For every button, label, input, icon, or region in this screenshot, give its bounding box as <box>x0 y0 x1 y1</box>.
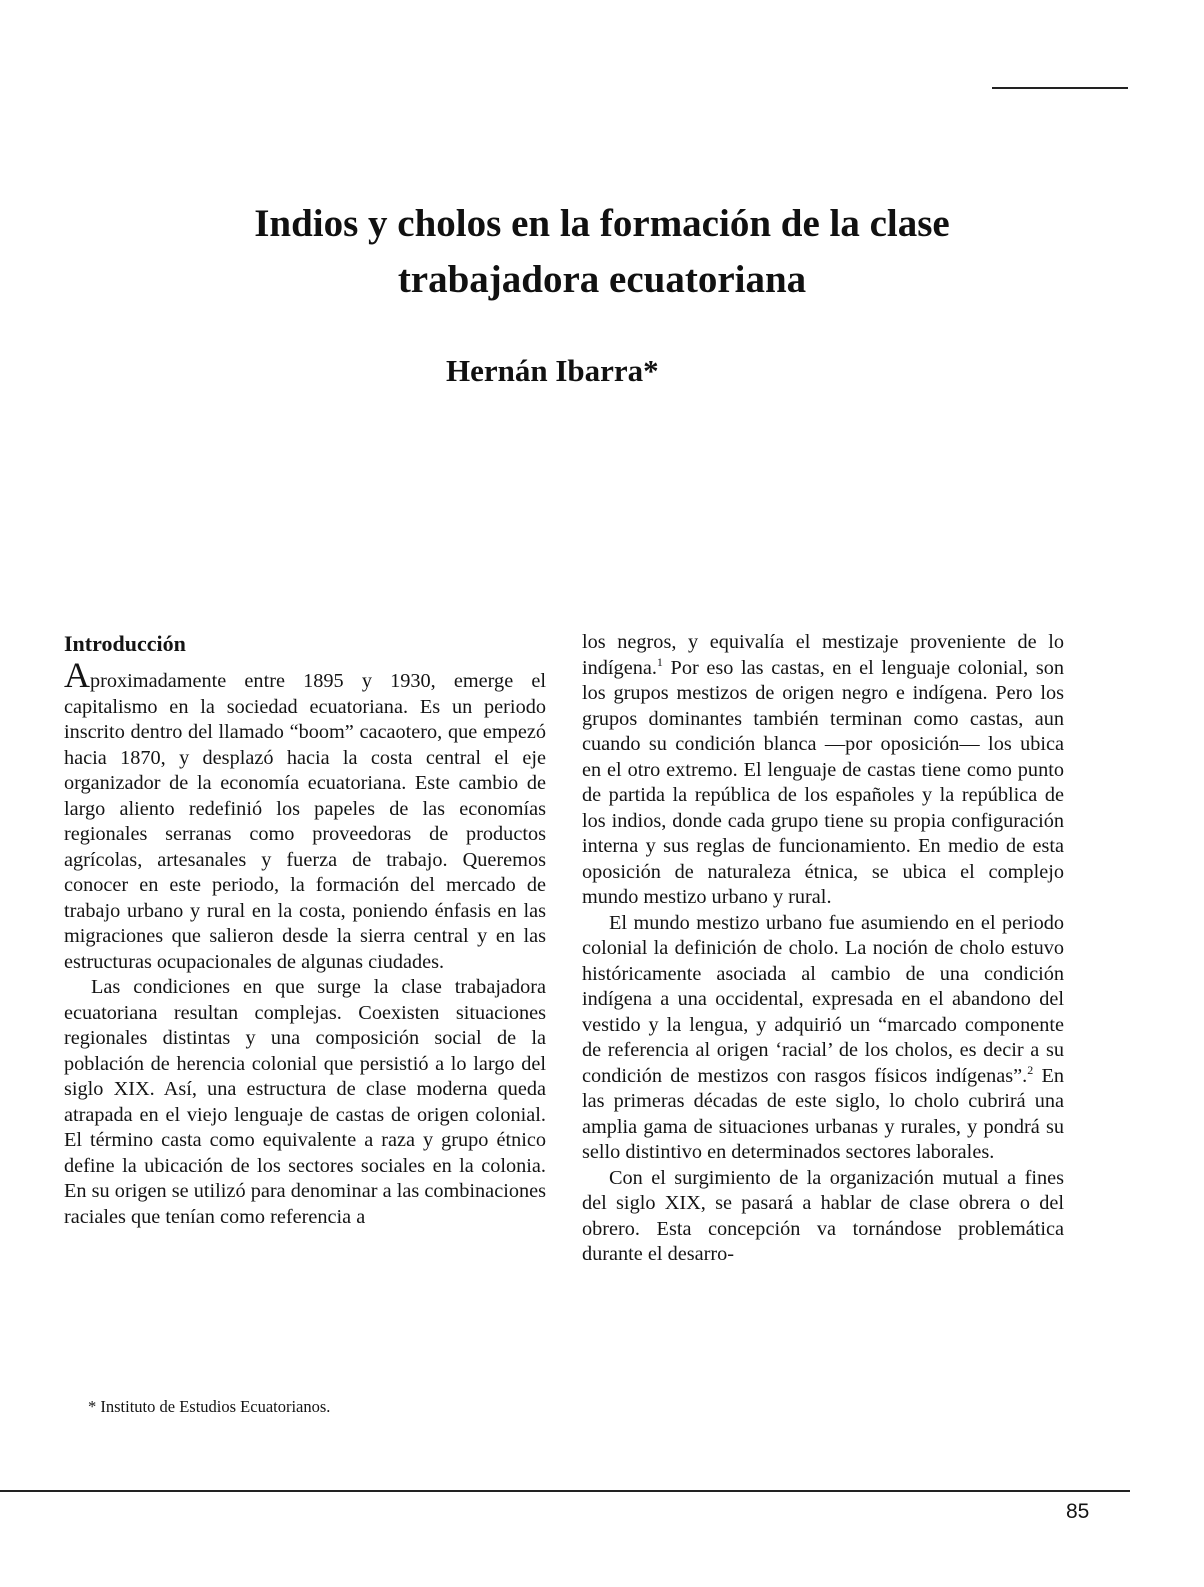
left-column <box>64 630 546 1230</box>
paragraph-2: Las condiciones en que surge la clase trabajadora ecuatoriana resultan complejas. Coexisten situaciones regionales distintas y una composición social de la población de herencia colonial que persistió a lo largo del siglo XIX. Así, una estructura de clase moderna queda atrapada en el viejo lenguaje de castas de origen colonial. El término casta como equivalente a raza y grupo étnico define la ubicación de los sectores sociales en la colonia. En su origen se utilizó para denominar a las combinaciones raciales que tenían como referencia a <box>64 976 546 1228</box>
article-title <box>0 196 1204 308</box>
paragraph-3-text-a: los negros, y equivalía el mestizaje proveniente de lo indígena. <box>582 631 1064 679</box>
title-line-1: Indios y cholos en la formación de la clase <box>254 202 950 245</box>
paragraph-5: Con el surgimiento de la organización mutual a fines del siglo XIX, se pasará a hablar de clase obrera o del obrero. Esta concepción va tornándose problemática durante el desarro- <box>582 1166 1064 1265</box>
paragraph-3 <box>582 630 1064 911</box>
footnote-ref-2: 2 <box>1027 1062 1034 1077</box>
paragraph-4-text-b: En las primeras décadas de este siglo, lo cholo cubrirá una amplia gama de situaciones urbanas y rurales, y pondrá su sello distintivo en determinados sectores laborales. <box>582 1064 1064 1163</box>
right-column <box>582 630 1064 1268</box>
title-line-2: trabajadora ecuatoriana <box>397 258 807 301</box>
author-name: Hernán Ibarra* <box>446 353 659 388</box>
paragraph-3-text-b: Por eso las castas, en el lenguaje colonial, son los grupos mestizos de origen negro e indígena. Pero los grupos dominantes también terminan como castas, aun cuando su condición blanca —por oposición— los ubica en el otro extremo. El lenguaje de castas tiene como punto de partida la república de los españoles y la república de los indios, donde cada grupo tiene su propia configuración interna y sus reglas de funcionamiento. En medio de esta oposición de naturaleza étnica, se ubica el complejo mundo mestizo urbano y rural. <box>582 656 1064 908</box>
footnote-ref-1: 1 <box>656 654 663 669</box>
section-heading: Introducción <box>64 631 186 656</box>
top-rule <box>992 87 1128 89</box>
footnote: * Instituto de Estudios Ecuatorianos. <box>88 1397 331 1416</box>
paragraph-4-text-a: El mundo mestizo urbano fue asumiendo en el periodo colonial la definición de cholo. La noción de cholo estuvo históricamente asociada al cambio de una condición indígena a una occidental, expresada en el abandono del vestido y la lengua, y adquirió un “marcado componente de referencia al origen ‘racial’ de los cholos, es decir a su condición de mestizos con rasgos físicos indígenas”. <box>582 911 1064 1087</box>
paragraph-1-text: proximadamente entre 1895 y 1930, emerge el capitalismo en la sociedad ecuatoriana. Es un periodo inscrito dentro del llamado “boom” cacaotero, que empezó hacia 1870, y desplazó hacia la costa central el eje organizador de la economía ecuatoriana. Este cambio de largo aliento redefinió los papeles de las economías regionales serranas como proveedoras de productos agrícolas, artesanales y fuerza de trabajo. Queremos conocer en este periodo, la formación del mercado de trabajo urbano y rural en la costa, poniendo énfasis en las migraciones que salieron desde la sierra central y en las estructuras ocupacionales de algunas ciudades. <box>64 670 546 973</box>
drop-cap: A <box>64 655 90 695</box>
paragraph-4 <box>582 911 1064 1166</box>
page-number: 85 <box>1066 1500 1090 1523</box>
paragraph-1 <box>64 655 546 975</box>
bottom-rule <box>0 1490 1130 1492</box>
